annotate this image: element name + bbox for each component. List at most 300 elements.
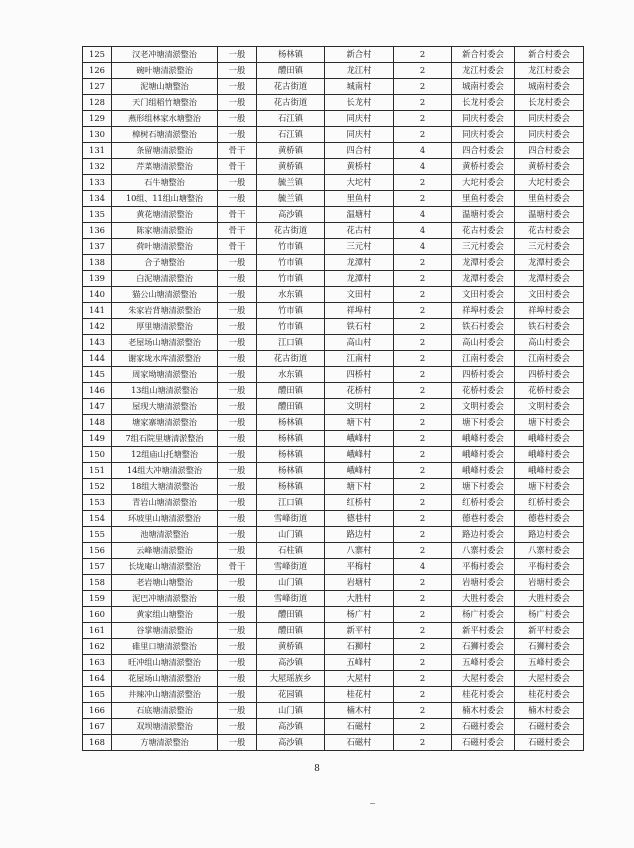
row-index-cell: 147	[83, 399, 112, 415]
implementing-unit-cell: 五峰村委会	[452, 655, 515, 671]
row-index-cell: 133	[83, 175, 112, 191]
row-index-cell: 139	[83, 271, 112, 287]
village-cell: 同庆村	[325, 127, 394, 143]
town-cell: 花古街道	[257, 223, 325, 239]
row-index-cell: 129	[83, 111, 112, 127]
managing-unit-cell: 红桥村委会	[515, 495, 584, 511]
project-name-cell: 7组石院里塘清淤整治	[112, 431, 218, 447]
managing-unit-cell: 五峰村委会	[515, 655, 584, 671]
amount-cell: 2	[394, 447, 452, 463]
project-name-cell: 芹菜塘清淤整治	[112, 159, 218, 175]
category-cell: 一般	[218, 511, 257, 527]
category-cell: 一般	[218, 399, 257, 415]
category-cell: 一般	[218, 687, 257, 703]
implementing-unit-cell: 峨峰村委会	[452, 431, 515, 447]
town-cell: 毓兰镇	[257, 191, 325, 207]
town-cell: 花古街道	[257, 79, 325, 95]
town-cell: 杨林镇	[257, 415, 325, 431]
table-row	[83, 207, 584, 223]
amount-cell: 2	[394, 431, 452, 447]
category-cell: 骨干	[218, 239, 257, 255]
amount-cell: 4	[394, 159, 452, 175]
village-cell: 四合村	[325, 143, 394, 159]
project-name-cell: 环坡里山塘清淤整治	[112, 511, 218, 527]
table-row	[83, 367, 584, 383]
row-index-cell: 167	[83, 719, 112, 735]
implementing-unit-cell: 八寨村委会	[452, 543, 515, 559]
amount-cell: 2	[394, 271, 452, 287]
amount-cell: 2	[394, 175, 452, 191]
implementing-unit-cell: 里鱼村委会	[452, 191, 515, 207]
village-cell: 石狮村	[325, 639, 394, 655]
category-cell: 一般	[218, 47, 257, 63]
town-cell: 雪峰街道	[257, 511, 325, 527]
amount-cell: 2	[394, 575, 452, 591]
amount-cell: 2	[394, 623, 452, 639]
category-cell: 一般	[218, 575, 257, 591]
town-cell: 雪峰街道	[257, 591, 325, 607]
implementing-unit-cell: 龙潭村委会	[452, 255, 515, 271]
project-name-cell: 双坝塘清淤整治	[112, 719, 218, 735]
table-row	[83, 527, 584, 543]
row-index-cell: 152	[83, 479, 112, 495]
project-name-cell: 周家坳塘清淤整治	[112, 367, 218, 383]
amount-cell: 2	[394, 527, 452, 543]
table-row	[83, 159, 584, 175]
village-cell: 岩塘村	[325, 575, 394, 591]
managing-unit-cell: 新平村委会	[515, 623, 584, 639]
managing-unit-cell: 石磁村委会	[515, 735, 584, 751]
amount-cell: 2	[394, 383, 452, 399]
town-cell: 江口镇	[257, 335, 325, 351]
table-row	[83, 303, 584, 319]
managing-unit-cell: 路边村委会	[515, 527, 584, 543]
managing-unit-cell: 城南村委会	[515, 79, 584, 95]
category-cell: 骨干	[218, 207, 257, 223]
project-name-cell: 花屋场山塘清淤整治	[112, 671, 218, 687]
implementing-unit-cell: 红桥村委会	[452, 495, 515, 511]
row-index-cell: 141	[83, 303, 112, 319]
project-name-cell: 池塘清淤整治	[112, 527, 218, 543]
town-cell: 醴田镇	[257, 63, 325, 79]
town-cell: 花古街道	[257, 95, 325, 111]
project-name-cell: 猫公山塘清淤整治	[112, 287, 218, 303]
table-row	[83, 335, 584, 351]
amount-cell: 2	[394, 351, 452, 367]
table-row	[83, 383, 584, 399]
managing-unit-cell: 石狮村委会	[515, 639, 584, 655]
amount-cell: 2	[394, 735, 452, 751]
category-cell: 一般	[218, 655, 257, 671]
implementing-unit-cell: 文明村委会	[452, 399, 515, 415]
town-cell: 杨林镇	[257, 479, 325, 495]
project-name-cell: 青岩山塘清淤整治	[112, 495, 218, 511]
row-index-cell: 158	[83, 575, 112, 591]
category-cell: 一般	[218, 255, 257, 271]
table-row	[83, 559, 584, 575]
amount-cell: 2	[394, 655, 452, 671]
amount-cell: 2	[394, 95, 452, 111]
project-name-cell: 老岩塘山塘整治	[112, 575, 218, 591]
category-cell: 一般	[218, 623, 257, 639]
managing-unit-cell: 铁石村委会	[515, 319, 584, 335]
implementing-unit-cell: 大屋村委会	[452, 671, 515, 687]
amount-cell: 2	[394, 287, 452, 303]
row-index-cell: 162	[83, 639, 112, 655]
managing-unit-cell: 大屋村委会	[515, 671, 584, 687]
category-cell: 一般	[218, 479, 257, 495]
row-index-cell: 160	[83, 607, 112, 623]
managing-unit-cell: 大胜村委会	[515, 591, 584, 607]
category-cell: 一般	[218, 527, 257, 543]
row-index-cell: 130	[83, 127, 112, 143]
table-row	[83, 591, 584, 607]
implementing-unit-cell: 温塘村委会	[452, 207, 515, 223]
village-cell: 温塘村	[325, 207, 394, 223]
village-cell: 石磁村	[325, 735, 394, 751]
project-name-cell: 厚里塘清淤整治	[112, 319, 218, 335]
row-index-cell: 125	[83, 47, 112, 63]
table-row	[83, 271, 584, 287]
project-name-cell: 汉老冲塘清淤整治	[112, 47, 218, 63]
table-row	[83, 623, 584, 639]
category-cell: 一般	[218, 127, 257, 143]
town-cell: 花古街道	[257, 351, 325, 367]
implementing-unit-cell: 塘下村委会	[452, 479, 515, 495]
table-row	[83, 319, 584, 335]
town-cell: 醴田镇	[257, 383, 325, 399]
project-name-cell: 朱家岩背塘清淤整治	[112, 303, 218, 319]
town-cell: 杨林镇	[257, 431, 325, 447]
project-name-cell: 10组、11组山塘整治	[112, 191, 218, 207]
table-row	[83, 447, 584, 463]
row-index-cell: 132	[83, 159, 112, 175]
implementing-unit-cell: 岩塘村委会	[452, 575, 515, 591]
town-cell: 高沙镇	[257, 719, 325, 735]
amount-cell: 4	[394, 207, 452, 223]
amount-cell: 2	[394, 639, 452, 655]
town-cell: 水东镇	[257, 367, 325, 383]
table-row	[83, 255, 584, 271]
category-cell: 一般	[218, 735, 257, 751]
table-row	[83, 671, 584, 687]
table-row	[83, 399, 584, 415]
amount-cell: 2	[394, 303, 452, 319]
row-index-cell: 164	[83, 671, 112, 687]
managing-unit-cell: 新合村委会	[515, 47, 584, 63]
town-cell: 水东镇	[257, 287, 325, 303]
implementing-unit-cell: 四合村委会	[452, 143, 515, 159]
managing-unit-cell: 石磁村委会	[515, 719, 584, 735]
project-name-cell: 碗叶塘清淤整治	[112, 63, 218, 79]
project-name-cell: 合子塘整治	[112, 255, 218, 271]
category-cell: 一般	[218, 191, 257, 207]
row-index-cell: 135	[83, 207, 112, 223]
managing-unit-cell: 龙江村委会	[515, 63, 584, 79]
category-cell: 一般	[218, 111, 257, 127]
project-name-cell: 谢家垅水库清淤整治	[112, 351, 218, 367]
village-cell: 祥埠村	[325, 303, 394, 319]
implementing-unit-cell: 峨峰村委会	[452, 447, 515, 463]
village-cell: 五峰村	[325, 655, 394, 671]
managing-unit-cell: 温塘村委会	[515, 207, 584, 223]
category-cell: 一般	[218, 335, 257, 351]
implementing-unit-cell: 文田村委会	[452, 287, 515, 303]
village-cell: 杨广村	[325, 607, 394, 623]
managing-unit-cell: 同庆村委会	[515, 111, 584, 127]
managing-unit-cell: 里鱼村委会	[515, 191, 584, 207]
table-row	[83, 239, 584, 255]
amount-cell: 2	[394, 79, 452, 95]
category-cell: 一般	[218, 63, 257, 79]
category-cell: 一般	[218, 367, 257, 383]
town-cell: 雪峰街道	[257, 559, 325, 575]
table-row	[83, 79, 584, 95]
category-cell: 一般	[218, 383, 257, 399]
row-index-cell: 134	[83, 191, 112, 207]
amount-cell: 2	[394, 671, 452, 687]
implementing-unit-cell: 三元村委会	[452, 239, 515, 255]
village-cell: 路边村	[325, 527, 394, 543]
village-cell: 平梅村	[325, 559, 394, 575]
project-name-cell: 旺冲组山塘清淤整治	[112, 655, 218, 671]
row-index-cell: 156	[83, 543, 112, 559]
town-cell: 山门镇	[257, 575, 325, 591]
amount-cell: 2	[394, 335, 452, 351]
managing-unit-cell: 四桥村委会	[515, 367, 584, 383]
managing-unit-cell: 平梅村委会	[515, 559, 584, 575]
amount-cell: 2	[394, 47, 452, 63]
table-row	[83, 607, 584, 623]
row-index-cell: 138	[83, 255, 112, 271]
project-name-cell: 塘家寨塘清淤整治	[112, 415, 218, 431]
amount-cell: 2	[394, 63, 452, 79]
table-row	[83, 639, 584, 655]
amount-cell: 4	[394, 239, 452, 255]
town-cell: 山门镇	[257, 703, 325, 719]
implementing-unit-cell: 龙潭村委会	[452, 271, 515, 287]
project-name-cell: 陈家塘清淤整治	[112, 223, 218, 239]
category-cell: 一般	[218, 543, 257, 559]
managing-unit-cell: 三元村委会	[515, 239, 584, 255]
implementing-unit-cell: 四桥村委会	[452, 367, 515, 383]
row-index-cell: 140	[83, 287, 112, 303]
table-row	[83, 63, 584, 79]
row-index-cell: 146	[83, 383, 112, 399]
project-name-cell: 屋现大塘清淤整治	[112, 399, 218, 415]
amount-cell: 2	[394, 495, 452, 511]
category-cell: 骨干	[218, 223, 257, 239]
row-index-cell: 127	[83, 79, 112, 95]
amount-cell: 2	[394, 367, 452, 383]
row-index-cell: 128	[83, 95, 112, 111]
project-name-cell: 13组山塘清淤整治	[112, 383, 218, 399]
category-cell: 一般	[218, 303, 257, 319]
amount-cell: 2	[394, 479, 452, 495]
implementing-unit-cell: 石磁村委会	[452, 735, 515, 751]
category-cell: 一般	[218, 703, 257, 719]
row-index-cell: 165	[83, 687, 112, 703]
table-row	[83, 735, 584, 751]
village-cell: 龙江村	[325, 63, 394, 79]
town-cell: 竹市镇	[257, 239, 325, 255]
village-cell: 红桥村	[325, 495, 394, 511]
village-cell: 大屋村	[325, 671, 394, 687]
amount-cell: 2	[394, 415, 452, 431]
row-index-cell: 159	[83, 591, 112, 607]
village-cell: 峨峰村	[325, 463, 394, 479]
managing-unit-cell: 同庆村委会	[515, 127, 584, 143]
town-cell: 醴田镇	[257, 607, 325, 623]
table-row	[83, 143, 584, 159]
town-cell: 石柱镇	[257, 543, 325, 559]
amount-cell: 4	[394, 223, 452, 239]
village-cell: 文田村	[325, 287, 394, 303]
category-cell: 一般	[218, 319, 257, 335]
village-cell: 楠木村	[325, 703, 394, 719]
project-name-cell: 石底塘清淤整治	[112, 703, 218, 719]
village-cell: 大坨村	[325, 175, 394, 191]
town-cell: 黄桥镇	[257, 159, 325, 175]
managing-unit-cell: 龙潭村委会	[515, 255, 584, 271]
town-cell: 江口镇	[257, 495, 325, 511]
town-cell: 高沙镇	[257, 735, 325, 751]
managing-unit-cell: 峨峰村委会	[515, 431, 584, 447]
implementing-unit-cell: 祥埠村委会	[452, 303, 515, 319]
town-cell: 竹市镇	[257, 303, 325, 319]
category-cell: 一般	[218, 591, 257, 607]
village-cell: 城南村	[325, 79, 394, 95]
amount-cell: 4	[394, 143, 452, 159]
managing-unit-cell: 高山村委会	[515, 335, 584, 351]
implementing-unit-cell: 花桥村委会	[452, 383, 515, 399]
table-row	[83, 495, 584, 511]
amount-cell: 2	[394, 255, 452, 271]
project-name-cell: 18组大塘清淤整治	[112, 479, 218, 495]
amount-cell: 2	[394, 511, 452, 527]
table-row	[83, 191, 584, 207]
amount-cell: 2	[394, 543, 452, 559]
category-cell: 一般	[218, 415, 257, 431]
managing-unit-cell: 文明村委会	[515, 399, 584, 415]
category-cell: 一般	[218, 431, 257, 447]
category-cell: 一般	[218, 95, 257, 111]
village-cell: 龙潭村	[325, 255, 394, 271]
row-index-cell: 157	[83, 559, 112, 575]
implementing-unit-cell: 龙江村委会	[452, 63, 515, 79]
town-cell: 杨林镇	[257, 463, 325, 479]
managing-unit-cell: 桂花村委会	[515, 687, 584, 703]
implementing-unit-cell: 大胜村委会	[452, 591, 515, 607]
village-cell: 龙潭村	[325, 271, 394, 287]
table-row	[83, 415, 584, 431]
town-cell: 花园镇	[257, 687, 325, 703]
village-cell: 文明村	[325, 399, 394, 415]
implementing-unit-cell: 铁石村委会	[452, 319, 515, 335]
village-cell: 花桥村	[325, 383, 394, 399]
table-row	[83, 687, 584, 703]
implementing-unit-cell: 高山村委会	[452, 335, 515, 351]
village-cell: 峨峰村	[325, 431, 394, 447]
managing-unit-cell: 岩塘村委会	[515, 575, 584, 591]
project-name-cell: 白泥塘清淤整治	[112, 271, 218, 287]
project-name-cell: 泥塘山塘整治	[112, 79, 218, 95]
amount-cell: 2	[394, 719, 452, 735]
implementing-unit-cell: 塘下村委会	[452, 415, 515, 431]
implementing-unit-cell: 新合村委会	[452, 47, 515, 63]
implementing-unit-cell: 德巷村委会	[452, 511, 515, 527]
category-cell: 骨干	[218, 159, 257, 175]
row-index-cell: 151	[83, 463, 112, 479]
implementing-unit-cell: 同庆村委会	[452, 127, 515, 143]
table-row	[83, 47, 584, 63]
category-cell: 一般	[218, 175, 257, 191]
project-name-cell: 天门组稻竹塘整治	[112, 95, 218, 111]
village-cell: 江南村	[325, 351, 394, 367]
managing-unit-cell: 楠木村委会	[515, 703, 584, 719]
village-cell: 四桥村	[325, 367, 394, 383]
table-row	[83, 175, 584, 191]
managing-unit-cell: 龙潭村委会	[515, 271, 584, 287]
amount-cell: 2	[394, 111, 452, 127]
project-name-cell: 谷掌塘清淤整治	[112, 623, 218, 639]
page-number: 8	[314, 764, 320, 774]
project-name-cell: 井辣冲山塘清淤整治	[112, 687, 218, 703]
project-name-cell: 荷叶塘清淤整治	[112, 239, 218, 255]
implementing-unit-cell: 楠木村委会	[452, 703, 515, 719]
table-row	[83, 575, 584, 591]
category-cell: 一般	[218, 271, 257, 287]
table-row	[83, 127, 584, 143]
managing-unit-cell: 杨广村委会	[515, 607, 584, 623]
table-body	[83, 47, 584, 751]
town-cell: 大屋瑶族乡	[257, 671, 325, 687]
amount-cell: 2	[394, 127, 452, 143]
table-row	[83, 543, 584, 559]
implementing-unit-cell: 石磁村委会	[452, 719, 515, 735]
town-cell: 杨林镇	[257, 47, 325, 63]
town-cell: 竹市镇	[257, 255, 325, 271]
village-cell: 里鱼村	[325, 191, 394, 207]
implementing-unit-cell: 花古村委会	[452, 223, 515, 239]
row-index-cell: 148	[83, 415, 112, 431]
implementing-unit-cell: 黄桥村委会	[452, 159, 515, 175]
implementing-unit-cell: 长龙村委会	[452, 95, 515, 111]
row-index-cell: 155	[83, 527, 112, 543]
managing-unit-cell: 八寨村委会	[515, 543, 584, 559]
village-cell: 新平村	[325, 623, 394, 639]
implementing-unit-cell: 峨峰村委会	[452, 463, 515, 479]
row-index-cell: 143	[83, 335, 112, 351]
row-index-cell: 153	[83, 495, 112, 511]
row-index-cell: 145	[83, 367, 112, 383]
category-cell: 一般	[218, 719, 257, 735]
project-name-cell: 碓里口塘清淤整治	[112, 639, 218, 655]
implementing-unit-cell: 大坨村委会	[452, 175, 515, 191]
project-name-cell: 樟树石塘清淤整治	[112, 127, 218, 143]
managing-unit-cell: 黄桥村委会	[515, 159, 584, 175]
project-table	[82, 46, 584, 751]
implementing-unit-cell: 石狮村委会	[452, 639, 515, 655]
village-cell: 三元村	[325, 239, 394, 255]
amount-cell: 2	[394, 703, 452, 719]
implementing-unit-cell: 杨广村委会	[452, 607, 515, 623]
implementing-unit-cell: 桂花村委会	[452, 687, 515, 703]
town-cell: 石江镇	[257, 111, 325, 127]
table-row	[83, 223, 584, 239]
row-index-cell: 168	[83, 735, 112, 751]
town-cell: 高沙镇	[257, 655, 325, 671]
